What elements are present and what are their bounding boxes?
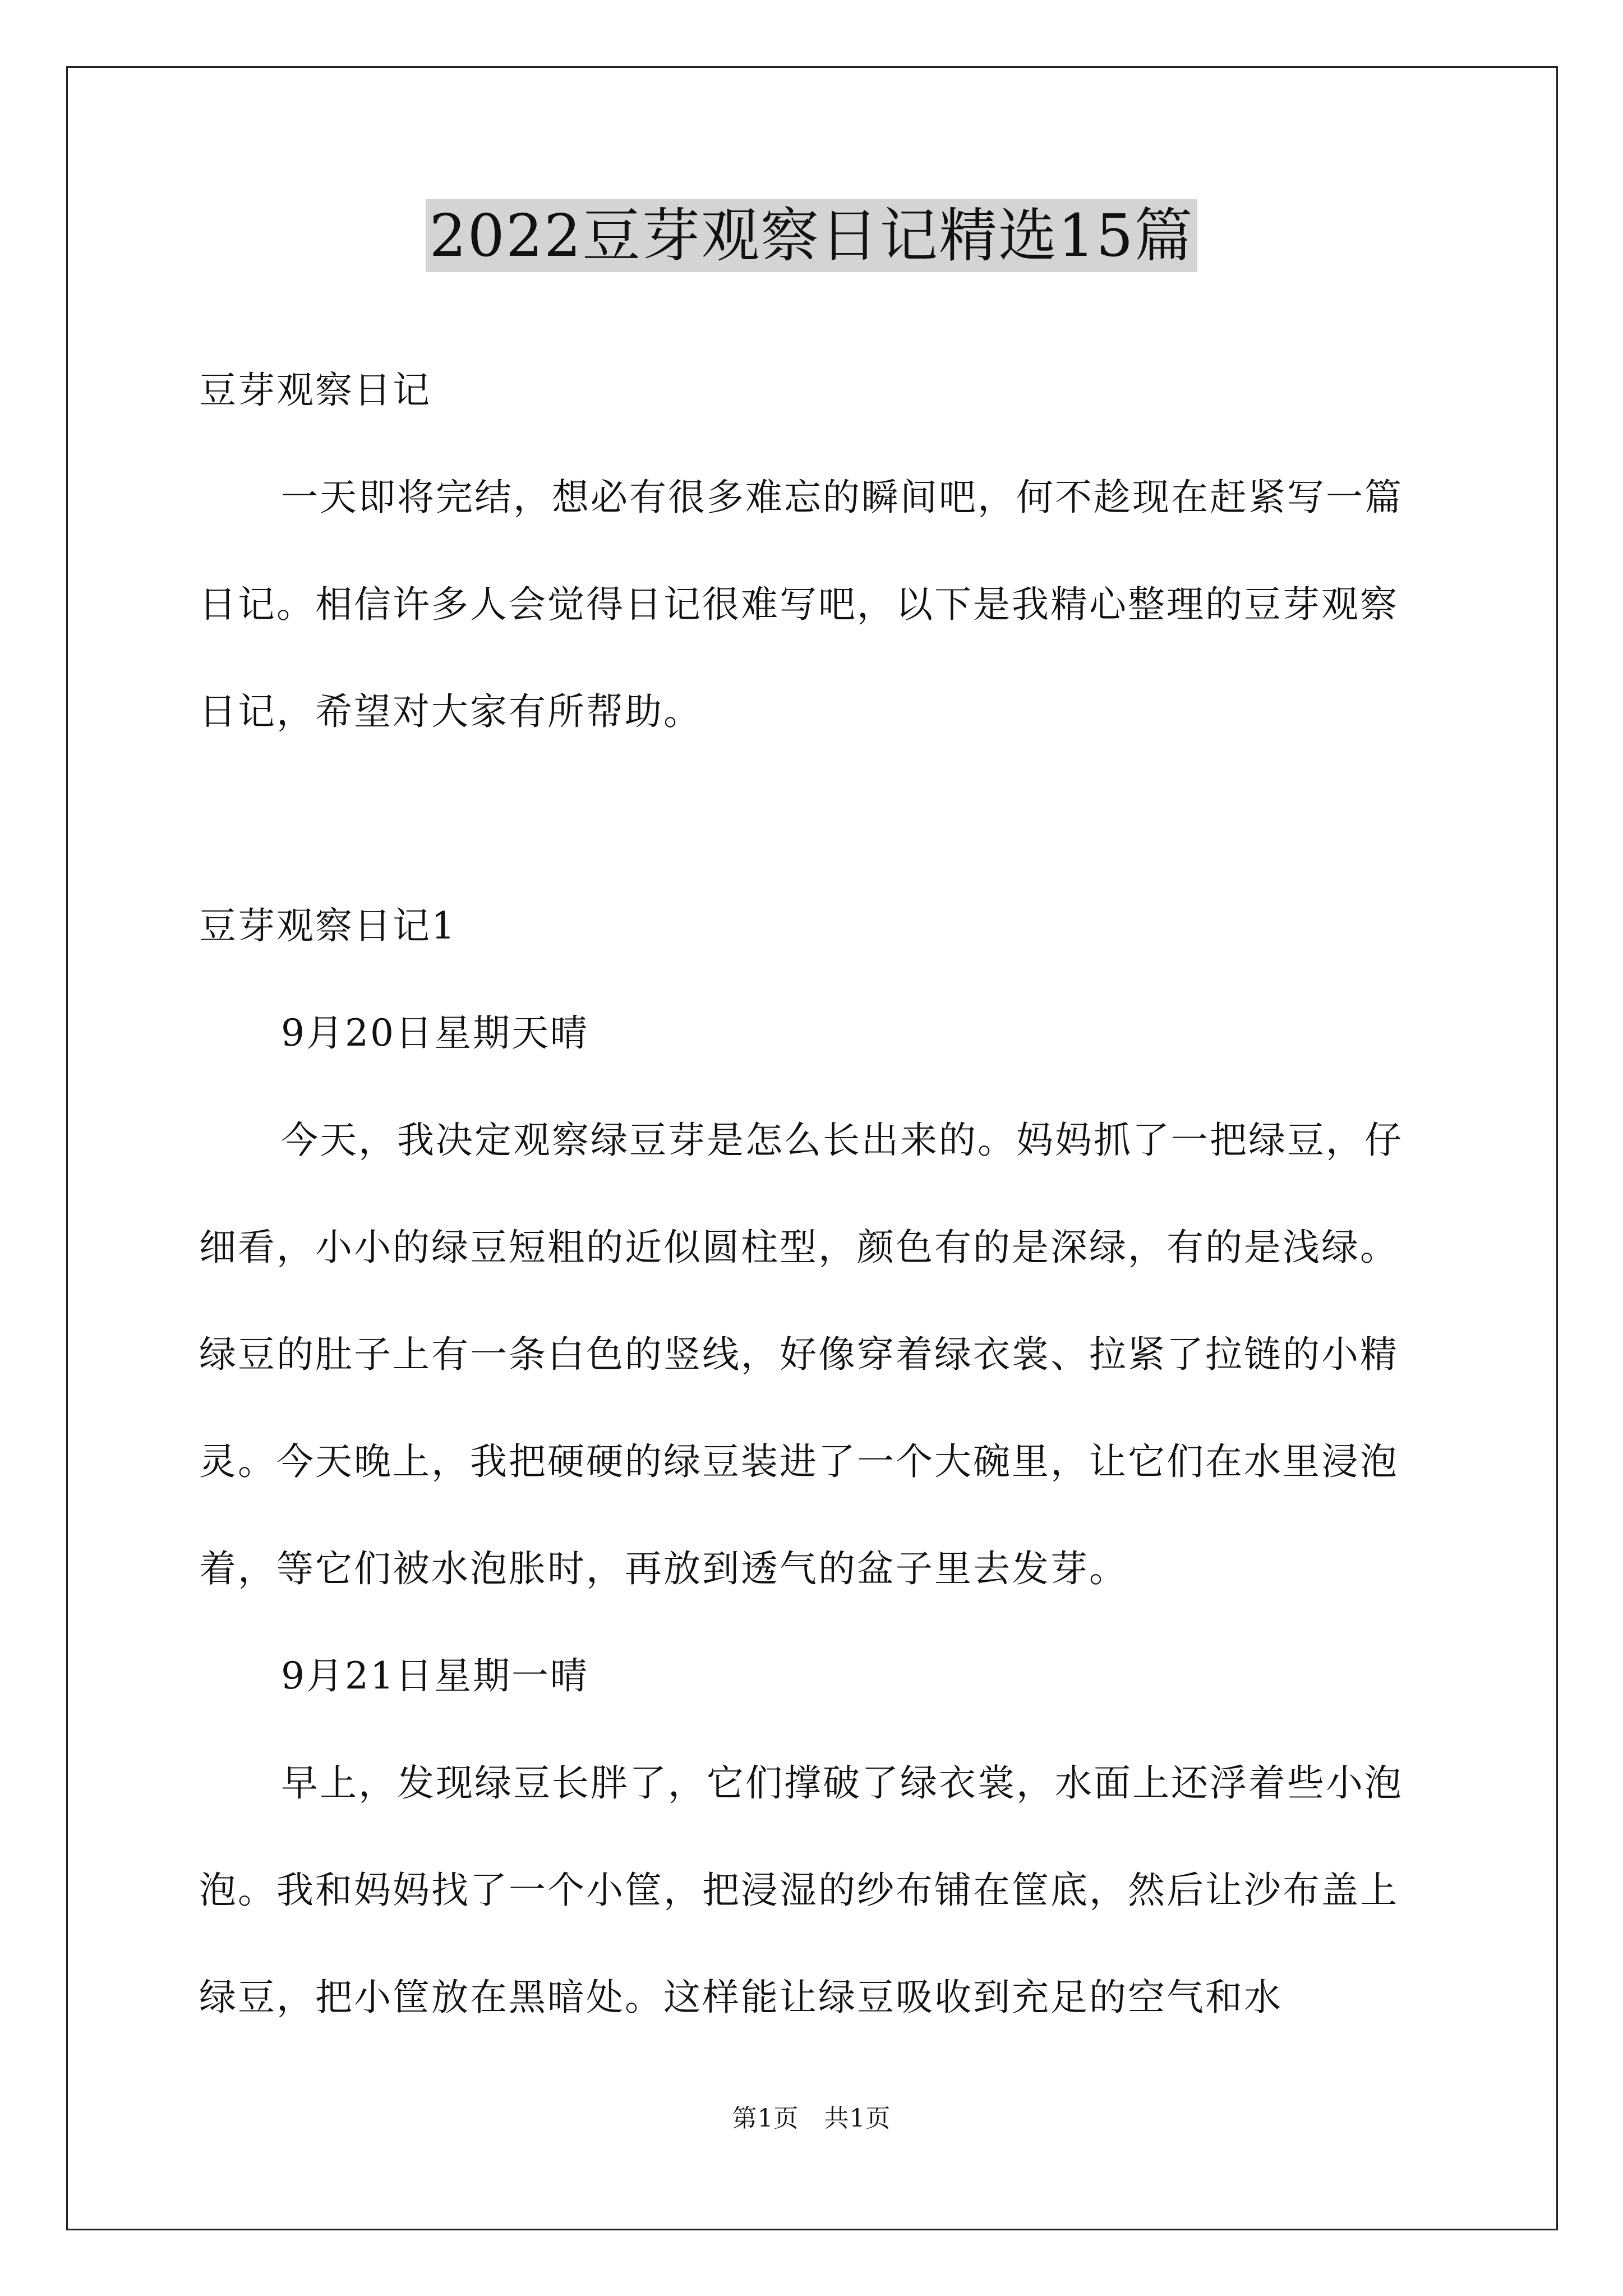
entry-paragraph: 今天，我决定观察绿豆芽是怎么长出来的。妈妈抓了一把绿豆，仔细看，小小的绿豆短粗的近似圆柱型，颜色有的是深绿，有的是浅绿。绿豆的肚子上有一条白色的竖线，好像穿着绿衣裳、拉紧了拉链的小精灵。今天晚上，我把硬硬的绿豆装进了一个大碗里，让它们在水里浸泡着，等它们被水泡胀时，再放到透气的盆子里去发芽。 bbox=[199, 1119, 1403, 1590]
document-title bbox=[0, 196, 1623, 275]
entry-date: 9月20日星期天晴 bbox=[281, 1011, 589, 1055]
title-text: 2022豆芽观察日记精选15篇 bbox=[426, 199, 1197, 272]
blank-line bbox=[199, 765, 1427, 872]
intro-heading: 豆芽观察日记 bbox=[199, 369, 431, 412]
entry-date: 9月21日星期一晴 bbox=[281, 1654, 589, 1697]
entry-paragraph: 早上，发现绿豆长胖了，它们撑破了绿衣裳，水面上还浮着些小泡泡。我和妈妈找了一个小筐，把浸湿的纱布铺在筐底，然后让沙布盖上绿豆，把小筐放在黑暗处。这样能让绿豆吸收到充足的空气和水 bbox=[199, 1761, 1403, 2019]
page-footer bbox=[0, 2098, 1623, 2134]
section-heading: 豆芽观察日记1 bbox=[199, 904, 457, 947]
intro-paragraph: 一天即将完结，想必有很多难忘的瞬间吧，何不趁现在赶紧写一篇日记。相信许多人会觉得日记很难写吧，以下是我精心整理的豆芽观察日记，希望对大家有所帮助。 bbox=[199, 476, 1403, 733]
document-body bbox=[199, 337, 1427, 2051]
page-number: 第1页 共1页 bbox=[732, 2104, 891, 2133]
